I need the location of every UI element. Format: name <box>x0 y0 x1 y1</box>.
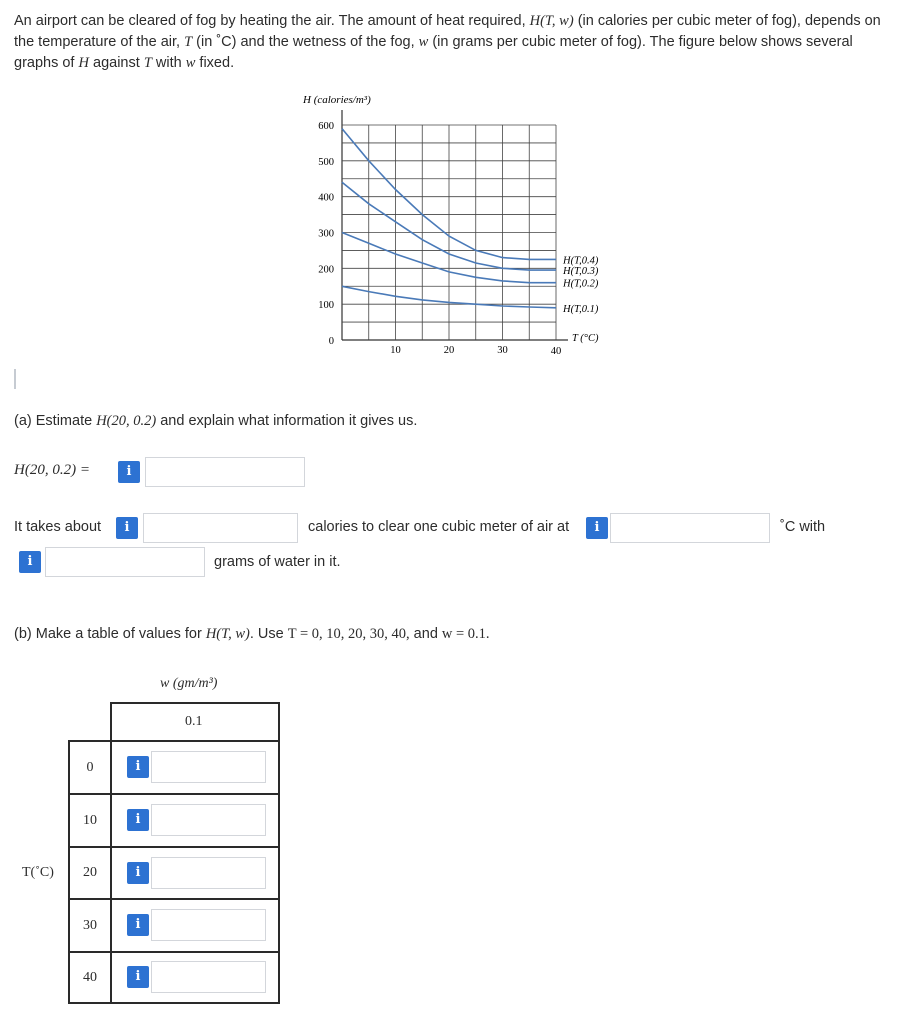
info-icon[interactable]: i <box>127 966 149 988</box>
y-tick-label: 300 <box>318 228 334 240</box>
row-label-0: 0 <box>86 760 94 775</box>
part-b-prompt-and: and <box>409 626 442 642</box>
table-line <box>68 793 280 795</box>
info-icon[interactable]: i <box>127 914 149 936</box>
y-tick-label: 200 <box>318 264 334 276</box>
chart-legend <box>562 255 599 314</box>
temperature-input[interactable] <box>610 513 770 543</box>
calories-input[interactable] <box>143 513 298 543</box>
h-value-input[interactable] <box>145 457 305 487</box>
intro-var-w: w <box>418 34 429 50</box>
table-input-t40[interactable] <box>151 961 266 993</box>
y-tick-label: 500 <box>318 156 334 168</box>
table-line <box>110 702 280 704</box>
x-tick-label: 30 <box>497 345 508 356</box>
info-icon[interactable]: i <box>127 809 149 831</box>
w-value-header: 0.1 <box>185 714 203 729</box>
info-icon[interactable]: i <box>586 517 608 539</box>
info-icon[interactable]: i <box>116 517 138 539</box>
sentence-part-2: calories to clear one cubic meter of air at <box>308 519 570 535</box>
series-label-1: H(T,0.3) <box>563 266 599 278</box>
table-line <box>278 702 280 1004</box>
table-input-t10[interactable] <box>151 804 266 836</box>
x-tick-label: 20 <box>443 345 455 356</box>
sentence-part-4: grams of water in it. <box>214 554 341 570</box>
table-line <box>110 740 112 1004</box>
intro-text-4: (in grams per cubic meter of fog). The figure below shows several graphs of <box>14 34 853 71</box>
part-b-prompt-w: w = 0.1. <box>441 626 490 642</box>
part-a-prompt-post: and explain what information it gives us. <box>156 413 418 429</box>
sentence-part-3: ˚C with <box>780 519 826 535</box>
info-icon[interactable]: i <box>118 461 140 483</box>
series-label-0: H(T,0.4) <box>563 255 599 267</box>
row-label-20: 20 <box>83 865 97 880</box>
intro-text-2: (in calories per cubic meter of fog), depends on the temperature of the air, <box>14 13 881 50</box>
intro-text-3: (in ˚C) and the wetness of the fog, <box>192 34 419 50</box>
t-row-label: T(˚C) <box>22 865 54 880</box>
y-tick-label: 600 <box>318 121 334 132</box>
table-line <box>68 898 280 900</box>
intro-var-t: T <box>184 34 193 50</box>
row-label-30: 30 <box>83 918 97 933</box>
table-line <box>68 740 280 742</box>
table-line <box>68 1002 280 1004</box>
intro-text-5: against <box>88 55 144 71</box>
section-divider <box>14 369 16 389</box>
x-tick-label: 40 <box>550 346 562 357</box>
y-tick-label: 100 <box>318 300 334 312</box>
table-input-t30[interactable] <box>151 909 266 941</box>
chart-xticks <box>390 345 561 357</box>
chart-ylabel: H (calories/m³) <box>303 94 371 106</box>
chart-xlabel: T (°C) <box>572 333 599 344</box>
intro-text-6: with <box>151 55 186 71</box>
part-b-prompt-pre: (b) Make a table of values for <box>14 626 206 642</box>
table-input-t20[interactable] <box>151 857 266 889</box>
series-label-3: H(T,0.1) <box>563 303 599 315</box>
info-icon[interactable]: i <box>19 551 41 573</box>
intro-var-t2: T <box>143 55 152 71</box>
intro-function: H(T, w) <box>529 13 574 29</box>
y-tick-label: 0 <box>328 336 334 347</box>
table-line <box>68 951 280 953</box>
part-a-prompt <box>14 413 417 430</box>
part-b-prompt-t: T = 0, 10, 20, 30, 40, <box>287 626 410 642</box>
part-b-prompt <box>14 626 490 643</box>
sentence-part-1: It takes about <box>14 519 102 535</box>
part-b-prompt-func: H(T, w) <box>205 626 250 642</box>
table-input-t0[interactable] <box>151 751 266 783</box>
intro-var-h: H <box>78 55 89 71</box>
intro-var-w2: w <box>185 55 196 71</box>
info-icon[interactable]: i <box>127 862 149 884</box>
w-header: w (gm/m³) <box>160 676 218 691</box>
intro-text-1: An airport can be cleared of fog by heating the air. The amount of heat required, <box>14 13 530 29</box>
part-a-prompt-expr: H(20, 0.2) <box>96 413 157 429</box>
chart-yticks <box>318 121 334 347</box>
chart-grid <box>342 110 568 340</box>
info-icon[interactable]: i <box>127 756 149 778</box>
series-label-2: H(T,0.2) <box>563 278 599 290</box>
row-label-40: 40 <box>83 970 97 985</box>
water-input[interactable] <box>45 547 205 577</box>
intro-text-7: fixed. <box>195 55 235 71</box>
part-b-prompt-mid: . Use <box>249 626 288 642</box>
part-a-prompt-pre: (a) Estimate <box>14 413 97 429</box>
h-eq-label: H(20, 0.2) = <box>14 462 90 478</box>
heat-chart <box>0 0 904 380</box>
table-line <box>110 702 112 741</box>
y-tick-label: 400 <box>318 192 334 204</box>
x-tick-label: 10 <box>390 345 401 356</box>
row-label-10: 10 <box>83 813 97 828</box>
table-line <box>68 846 280 848</box>
